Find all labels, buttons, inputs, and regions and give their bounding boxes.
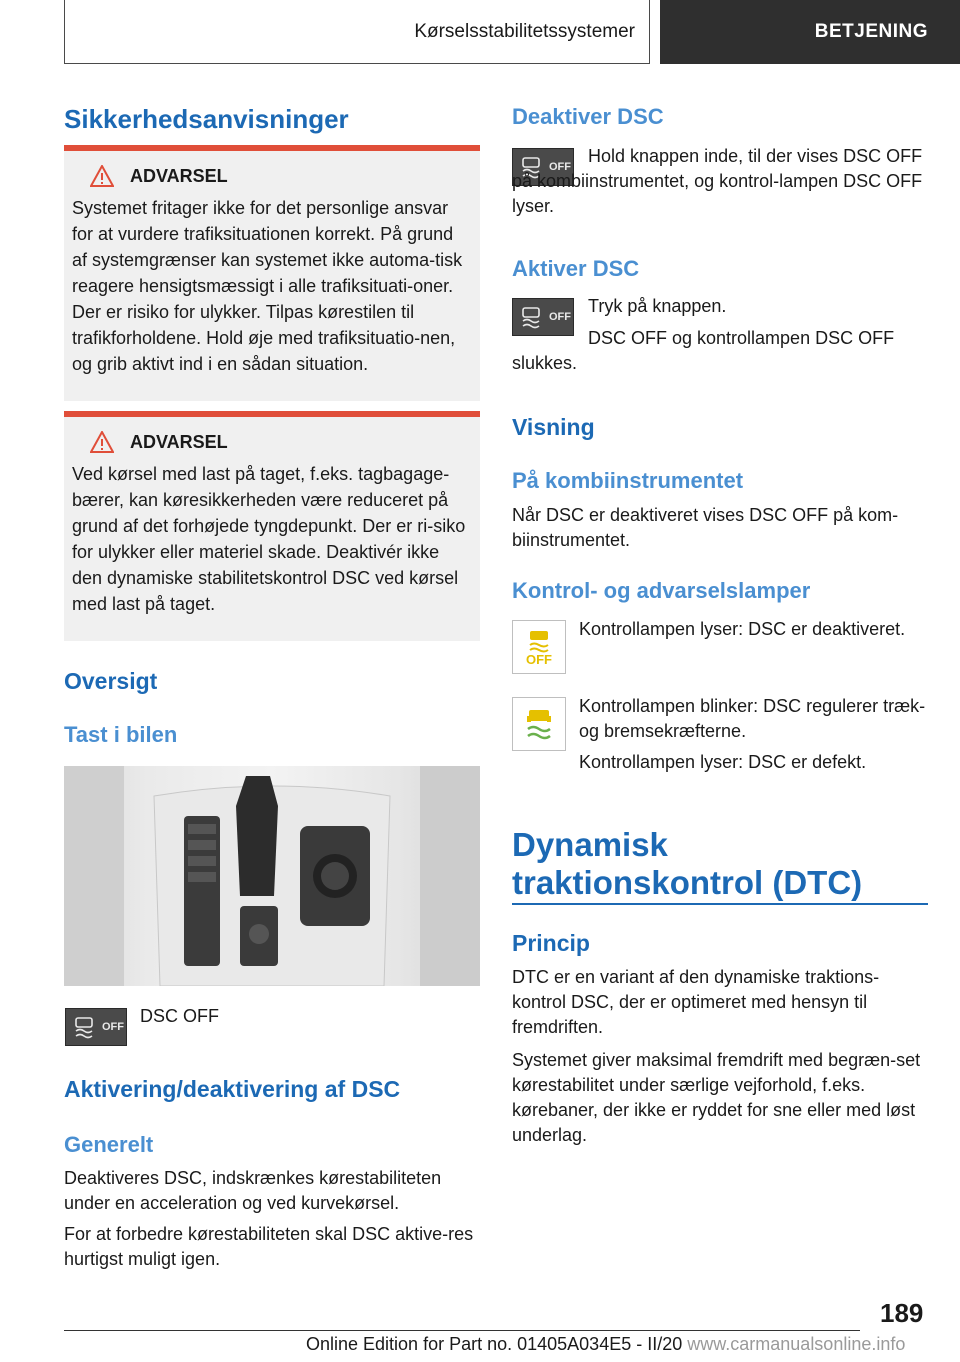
warning-text: Systemet fritager ikke for det personlige ansvar for at vurdere trafiksituationen korrekt. På grund af systemgrænser kan systemet ikke automa-tisk reagere hensigtsmæssigt i alle trafiksituati-oner. Der er risiko for ulykker. Tilpas kørestilen til trafikforholdene. Hold øje med trafiksituatio-nen, og grib aktivt ind i en sådan situation. bbox=[72, 198, 463, 374]
warning-label: ADVARSEL bbox=[130, 431, 228, 452]
lamp2-text-2: Kontrollampen lyser: DSC er defekt. bbox=[579, 752, 867, 772]
cluster-title: På kombiinstrumentet bbox=[512, 468, 744, 493]
dtc-title-rule bbox=[512, 903, 928, 905]
footer-watermark: www.carmanualsonline.info bbox=[687, 1334, 906, 1354]
general-title: Generelt bbox=[64, 1132, 154, 1157]
principle-title: Princip bbox=[512, 930, 590, 956]
lamp1-text: Kontrollampen lyser: DSC er deaktiveret. bbox=[579, 619, 906, 639]
button-in-car-title: Tast i bilen bbox=[64, 722, 178, 747]
warning-triangle-icon bbox=[90, 431, 114, 453]
display-title: Visning bbox=[512, 414, 595, 440]
safety-title: Sikkerhedsanvisninger bbox=[64, 104, 349, 134]
skid-car-yellow-icon bbox=[522, 629, 556, 653]
warning-box-1 bbox=[64, 145, 480, 401]
header-chapter-label: BETJENING bbox=[814, 21, 928, 42]
footer-edition bbox=[306, 1334, 905, 1355]
warning-box-2 bbox=[64, 411, 480, 641]
principle-paragraph-1: DTC er en variant af den dynamiske traktions-kontrol DSC, der er optimeret med hensyn til fremdriften. bbox=[512, 967, 880, 1037]
header-section-label: Kørselsstabilitetssystemer bbox=[414, 20, 635, 42]
header-section bbox=[64, 0, 650, 64]
warning-triangle-icon bbox=[90, 165, 114, 187]
page-number: 189 bbox=[880, 1298, 924, 1328]
footer-rule bbox=[64, 1330, 860, 1331]
general-paragraph-1: Deaktiveres DSC, indskrænkes kørestabiliteten under en acceleration og ved kurvekørsel. bbox=[64, 1168, 442, 1213]
lamps-title: Kontrol- og advarselslamper bbox=[512, 578, 811, 603]
lamp-off-text: OFF bbox=[526, 651, 552, 667]
center-console-photo bbox=[64, 766, 480, 986]
dsc-yellow-lamp-icon bbox=[512, 697, 566, 751]
dsc-off-button-icon bbox=[65, 1008, 127, 1046]
header-chapter bbox=[660, 0, 960, 64]
overview-title: Oversigt bbox=[64, 668, 158, 694]
off-text: OFF bbox=[549, 311, 571, 323]
off-text: OFF bbox=[102, 1021, 124, 1033]
deactivate-dsc-text: Hold knappen inde, til der vises DSC OFF på kombiinstrumentet, og kontrol-lampen DSC OFF lyser. bbox=[512, 146, 923, 216]
activate-dsc-title: Aktiver DSC bbox=[512, 256, 640, 281]
skid-car-icon bbox=[70, 1013, 98, 1041]
skid-car-icon bbox=[521, 706, 557, 742]
general-paragraph-2: For at forbedre kørestabiliteten skal DSC aktive-res hurtigst muligt igen. bbox=[64, 1224, 474, 1269]
center-console-illustration bbox=[64, 766, 480, 986]
warning-label: ADVARSEL bbox=[130, 165, 228, 186]
dsc-off-caption: DSC OFF bbox=[140, 1006, 219, 1026]
lamp2-text-1: Kontrollampen blinker: DSC regulerer træk- og bremsekræfterne. bbox=[579, 696, 926, 741]
footer-edition-text: Online Edition for Part no. 01405A034E5 - II/20 bbox=[306, 1334, 683, 1354]
dsc-off-yellow-lamp-icon bbox=[512, 620, 566, 674]
dtc-title: Dynamisk traktionskontrol (DTC) bbox=[512, 826, 863, 901]
warning-text: Ved kørsel med last på taget, f.eks. tagbagage-bærer, kan køresikkerheden være reduceret på grund af det forhøjede tyngdepunkt. Der er ri-siko for ulykker eller materiel skade. Deaktivér ikke den dynamiske stabilitetskontrol DSC ved kørsel med last på taget. bbox=[72, 464, 466, 614]
activate-dsc-text-2: DSC OFF og kontrollampen DSC OFF slukkes. bbox=[512, 328, 895, 373]
activate-dsc-text-1: Tryk på knappen. bbox=[588, 296, 727, 316]
cluster-text: Når DSC er deaktiveret vises DSC OFF på kom-biinstrumentet. bbox=[512, 505, 899, 550]
activation-title: Aktivering/deaktivering af DSC bbox=[64, 1076, 401, 1102]
principle-paragraph-2: Systemet giver maksimal fremdrift med begræn-set kørestabilitet under særlige vejforhold, f.eks. kørebaner, der ikke er ryddet for sne eller med løst underlag. bbox=[512, 1050, 921, 1145]
deactivate-dsc-title: Deaktiver DSC bbox=[512, 104, 664, 129]
off-text: OFF bbox=[549, 161, 571, 173]
